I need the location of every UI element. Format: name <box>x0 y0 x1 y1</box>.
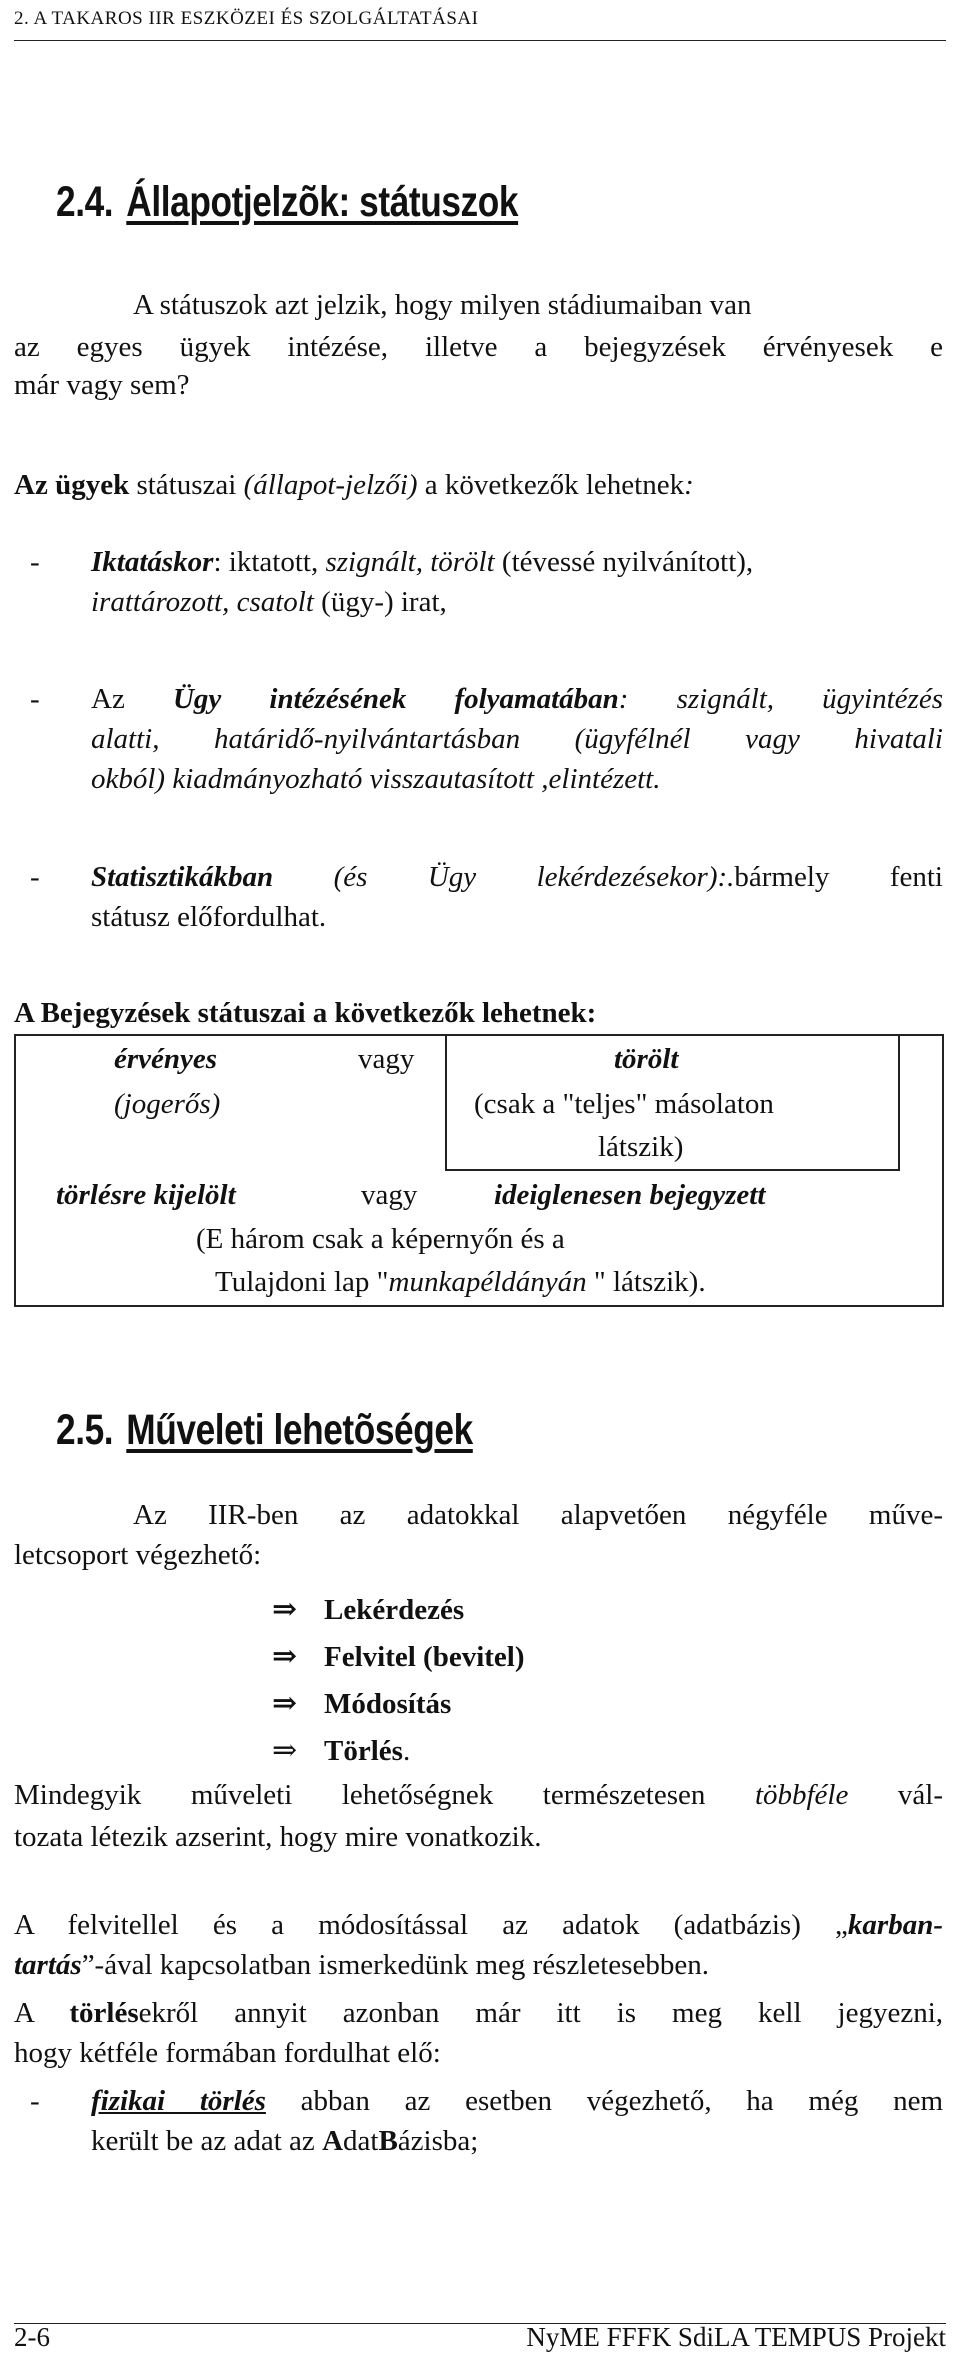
para1-line3: már vagy sem? <box>14 369 190 401</box>
sec25-p3-line2 <box>14 1946 709 1984</box>
running-header: 2. A TAKAROS IIR ESZKÖZEI ÉS SZOLGÁLTATÁSAI <box>14 8 479 29</box>
status-ideiglenesen: ideiglenesen bejegyzett <box>494 1179 766 1211</box>
arrow-right-icon: ⇒ <box>272 1640 298 1673</box>
bullet2-text-a: Az <box>91 683 173 715</box>
op-item-torles <box>272 1732 410 1770</box>
bullet1-text-c: (tévessé nyilvánított), <box>494 546 754 578</box>
bullet-dash-2: - <box>30 683 40 715</box>
p2-italic: többféle <box>754 1779 849 1811</box>
sec25-p4-line1 <box>14 1994 943 2032</box>
op-item-felvitel <box>272 1638 525 1676</box>
b4-text-a: került be az adat az <box>91 2125 323 2157</box>
sec25-p2-line1 <box>14 1776 943 1814</box>
status-vagy-2: vagy <box>361 1179 418 1211</box>
op-item-modositas <box>272 1685 451 1723</box>
p4-text-c: ekről annyit azonban már itt is meg kell jegyezni, <box>138 1997 943 2029</box>
sec25-p2-line2: tozata létezik azserint, hogy mire vonatkozik. <box>14 1821 542 1853</box>
bejegyzesek-title: A Bejegyzések státuszai a következők lehetnek: <box>14 997 597 1029</box>
status-ervenyes: érvényes <box>114 1043 218 1075</box>
ugyek-colon: : <box>684 469 694 501</box>
bullet1-text-a: : iktatott, <box>213 546 326 578</box>
op-label: Módosítás <box>324 1688 452 1720</box>
bullet2-label: Ügy intézésének folyamatában <box>172 683 619 715</box>
arrow-right-icon: ⇒ <box>272 1687 298 1720</box>
op-period: . <box>402 1735 411 1767</box>
bullet3-label: Statisztikákban <box>91 861 274 893</box>
status-latszik: látszik) <box>598 1131 684 1163</box>
sec25-intro-line1: Az IIR-ben az adatokkal alapvetően négyféle műve- <box>133 1499 943 1531</box>
status-torolt: törölt <box>614 1043 679 1075</box>
bullet1-text-e: (ügy-) irat, <box>313 586 447 618</box>
section-heading-2-4 <box>56 178 518 227</box>
section-title-2-5: Műveleti lehetõségek <box>126 1406 473 1454</box>
b4-text-c: dat <box>343 2125 379 2157</box>
bullet-dash-3: - <box>30 861 40 893</box>
p2-text-a: Mindegyik műveleti lehetőségnek természetesen <box>14 1779 755 1811</box>
op-item-lekerdezes <box>272 1591 464 1629</box>
bullet-dash-1: - <box>30 546 40 578</box>
bullet3-text-b: bármely fenti <box>734 861 943 893</box>
bullet2-italic: : szignált, ügyintézés <box>618 683 943 715</box>
status-csak-teljes: (csak a "teljes" másolaton <box>474 1088 774 1120</box>
section-heading-2-5 <box>56 1406 473 1455</box>
bullet3-italic: (és Ügy lekérdezésekor):. <box>273 861 735 893</box>
op-label: Felvitel (bevitel) <box>324 1641 525 1673</box>
bullet4-line2 <box>91 2122 478 2160</box>
para1-line1: A státuszok azt jelzik, hogy milyen stádiumaiban van <box>133 289 752 321</box>
p3-karbantartas-2: tartás <box>14 1949 82 1981</box>
bullet1-line2 <box>91 583 447 621</box>
b4-bold-b: B <box>378 2125 398 2157</box>
para1-line2: az egyes ügyek intézése, illetve a bejegyzések érvényesek e <box>14 331 943 363</box>
bullet-dash-4: - <box>30 2085 40 2117</box>
b4-bold-a: A <box>322 2125 344 2157</box>
status-torlesre-kijelolt: törlésre kijelölt <box>56 1179 236 1211</box>
sec25-p3-line1 <box>14 1906 943 1944</box>
ugyek-bold: Az ügyek <box>14 469 130 501</box>
bullet3-line1 <box>91 858 943 896</box>
bullet3-line2: státusz előfordulhat. <box>91 901 327 933</box>
bullet1-label: Iktatáskor <box>91 546 214 578</box>
bullet1-line1 <box>91 543 753 581</box>
arrow-right-icon: ⇒ <box>272 1734 298 1767</box>
bullet4-line1 <box>91 2082 943 2120</box>
p3-text-a: A felvitellel és a módosítással az adatok (adatbázis) „ <box>14 1909 848 1941</box>
bullet4-text-a: abban az esetben végezhető, ha még nem <box>265 2085 943 2117</box>
tulajdoni-text-b: " látszik). <box>586 1266 706 1298</box>
bullet1-italic2: irattározott, csatolt <box>91 586 314 618</box>
status-vagy-1: vagy <box>358 1043 415 1075</box>
bullet2-line2: alatti, határidő-nyilvántartásban (ügyfélnél vagy hivatali <box>91 723 943 755</box>
ugyek-italic: (állapot-jelzői) <box>243 469 418 501</box>
footer-project: NyME FFFK SdiLA TEMPUS Projekt <box>526 2322 946 2352</box>
op-label: Lekérdezés <box>324 1594 465 1626</box>
footer-page-number: 2-6 <box>14 2322 50 2352</box>
p4-text-a: A <box>14 1997 70 2029</box>
op-label: Törlés <box>324 1735 403 1767</box>
tulajdoni-text-a: Tulajdoni lap " <box>215 1266 389 1298</box>
ugyek-text2: a következők lehetnek <box>417 469 685 501</box>
ugyek-text1: státuszai <box>129 469 244 501</box>
p3-karbantartas-1: karban- <box>847 1909 943 1941</box>
fizikai-torles: fizikai törlés <box>91 2085 266 2117</box>
ugyek-intro <box>14 466 694 504</box>
header-rule <box>14 40 946 41</box>
sec25-intro-line2: letcsoport végezhető: <box>14 1539 262 1571</box>
munkapeldany: munkapéldányán <box>388 1266 587 1298</box>
section-number-2-5: 2.5. <box>56 1406 114 1454</box>
b4-text-d: ázisba; <box>397 2125 479 2157</box>
section-number: 2.4. <box>56 178 114 226</box>
p4-torles: törlés <box>69 1997 139 2029</box>
bullet1-italic: szignált, törölt <box>325 546 495 578</box>
sec25-p4-line2: hogy kétféle formában fordulhat elő: <box>14 2037 441 2069</box>
arrow-right-icon: ⇒ <box>272 1593 298 1626</box>
status-tulajdoni <box>215 1263 706 1301</box>
status-jogeros: (jogerős) <box>114 1088 221 1120</box>
p3-text-b: ”-ával kapcsolatban ismerkedünk meg részletesebben. <box>81 1949 709 1981</box>
p2-text-b: vál- <box>848 1779 943 1811</box>
bullet2-line1 <box>91 680 943 718</box>
bullet2-line3: okból) kiadmányozható visszautasított ,elintézett. <box>91 763 661 795</box>
section-title: Állapotjelzõk: státuszok <box>126 178 519 226</box>
status-harom: (E három csak a képernyőn és a <box>196 1223 565 1255</box>
